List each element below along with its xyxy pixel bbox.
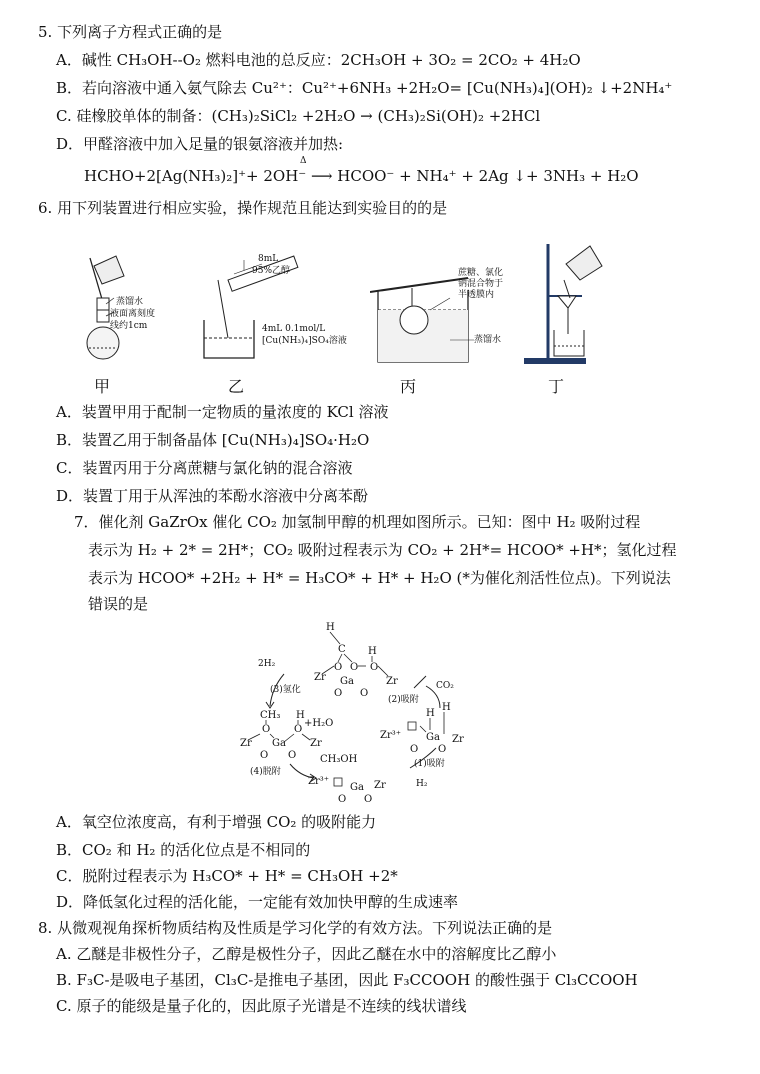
step3-label: (3)氢化 [270,685,301,695]
top-zr-left: Zr [314,672,326,683]
q6-option-a: A．装置甲用于配制一定物质的量浓度的 KCl 溶液 [56,403,389,421]
step1-label: (1)吸附 [414,759,445,769]
q8-option-c: C. 原子的能级是量子化的，因此原子光谱是不连续的线状谱线 [56,997,467,1015]
top-h: H [326,622,335,633]
q8-option-a: A. 乙醚是非极性分子，乙醇是极性分子，因此乙醚在水中的溶解度比乙醇小 [56,945,557,963]
left-ga: Ga [272,738,286,749]
right-h2: H [442,702,451,713]
jia-label-2: 液面离刻度 [110,309,156,319]
q7-stem-line3: 表示为 HCOO* +2H₂ + H* = H₃CO* + H* + H₂O (*为催化剂活性位点)。下列说法 [88,569,671,587]
q7-option-a: A．氧空位浓度高，有利于增强 CO₂ 的吸附能力 [56,813,377,831]
left-zr-right: Zr [310,738,322,749]
q5-option-c: C. 硅橡胶单体的制备：(CH₃)₂SiCl₂ +2H₂O → (CH₃)₂Si(OH)₂ +2HCl [56,107,541,125]
q8-option-b: B. F₃C-是吸电子基团，Cl₃C-是推电子基团，因此 F₃CCOOH 的酸性强于 Cl₃CCOOH [56,971,638,989]
yi-label-4: [Cu(NH₃)₄]SO₄溶液 [262,336,347,346]
q5-option-a: A．碱性 CH₃OH--O₂ 燃料电池的总反应：2CH₃OH + 3O₂ = 2CO₂ + 4H₂O [56,51,581,69]
top-o5: O [360,688,369,699]
q6-option-c: C．装置丙用于分离蔗糖与氯化钠的混合溶液 [56,459,353,477]
yi-label-2: 95%乙醇 [252,266,291,276]
jia-label-3: 线约1cm [110,321,148,331]
top-zr-right: Zr [386,676,398,687]
caption-jia: 甲 [94,377,111,396]
jia-label-1: 蒸馏水 [116,297,144,307]
q7-stem-line1: 7．催化剂 GaZrOx 催化 CO₂ 加氢制甲醇的机理如图所示。已知：图中 H₂ 吸附过程 [74,513,641,531]
left-h: H [296,710,305,721]
q7-option-c: C．脱附过程表示为 H₃CO* + H* = CH₃OH +2* [56,867,398,885]
top-o3: O [370,662,379,673]
top-c: C [338,644,346,655]
top-o4: O [334,688,343,699]
yi-label-3: 4mL 0.1mol/L [262,324,326,334]
bottom-zr3: Zr³⁺ [308,776,330,787]
left-o4: O [288,750,297,761]
top-o1: O [334,662,343,673]
left-o3: O [260,750,269,761]
h2-label: H₂ [416,779,428,789]
left-ch3: CH₃ [260,710,281,721]
bing-label-2: 钠混合物于 [458,279,504,289]
mechanism-diagram [230,618,480,810]
yi-label-1: 8mL [258,254,279,264]
top-ga: Ga [340,676,354,687]
top-h2: H [368,646,377,657]
caption-bing: 丙 [400,377,417,396]
q7-stem-line2: 表示为 H₂ + 2* = 2H*；CO₂ 吸附过程表示为 CO₂ + 2H*= HCOO* +H*；氢化过程 [88,541,677,559]
bottom-ga: Ga [350,782,364,793]
heat-symbol: Δ [300,156,307,166]
q6-stem: 6. 用下列装置进行相应实验，操作规范且能达到实验目的的是 [38,199,448,217]
step4-label: (4)脱附 [250,767,281,777]
left-o1: O [262,724,271,735]
caption-yi: 乙 [228,377,245,396]
top-o2: O [350,662,359,673]
left-o2: O [294,724,303,735]
ch3oh-label: CH₃OH [320,754,358,765]
q5-option-b: B．若向溶液中通入氨气除去 Cu²⁺：Cu²⁺+6NH₃ +2H₂O= [Cu(NH₃)₄](OH)₂ ↓+2NH₄⁺ [56,79,673,97]
caption-ding: 丁 [548,377,565,396]
bing-label-3: 半透膜内 [458,290,495,300]
q5-stem: 5. 下列离子方程式正确的是 [38,23,223,41]
right-ga: Ga [426,732,440,743]
bing-label-4: 蒸馏水 [474,335,502,345]
right-zr: Zr [452,734,464,745]
q7-option-b: B．CO₂ 和 H₂ 的活化位点是不相同的 [56,841,311,859]
q7-option-d: D．降低氢化过程的活化能，一定能有效加快甲醇的生成速率 [56,893,459,911]
step2-label: (2)吸附 [388,695,419,705]
q5-option-d: D．甲醛溶液中加入足量的银氨溶液并加热: [56,135,344,153]
bing-label-1: 蔗糖、氯化 [458,268,504,278]
q6-option-b: B．装置乙用于制备晶体 [Cu(NH₃)₄]SO₄·H₂O [56,431,370,449]
right-h1: H [426,708,435,719]
right-zr3: Zr³⁺ [380,730,402,741]
bottom-o2: O [364,794,373,805]
two-h2-label: 2H₂ [258,659,276,669]
right-o1: O [410,744,419,755]
left-h2o: +H₂O [304,718,334,729]
q7-stem-line4: 错误的是 [88,595,149,613]
right-o2: O [438,744,447,755]
bottom-o1: O [338,794,347,805]
bottom-zr: Zr [374,780,386,791]
q8-stem: 8. 从微观视角探析物质结构及性质是学习化学的有效方法。下列说法正确的是 [38,919,553,937]
apparatus-ding [518,240,618,368]
q6-option-d: D．装置丁用于从浑浊的苯酚水溶液中分离苯酚 [56,487,369,505]
q5-option-d-equation: HCHO+2[Ag(NH₃)₂]⁺+ 2OH⁻ ⟶ HCOO⁻ + NH₄⁺ + 2Ag ↓+ 3NH₃ + H₂O [84,167,639,185]
left-zr-left: Zr [240,738,252,749]
co2-label: CO₂ [436,681,454,691]
